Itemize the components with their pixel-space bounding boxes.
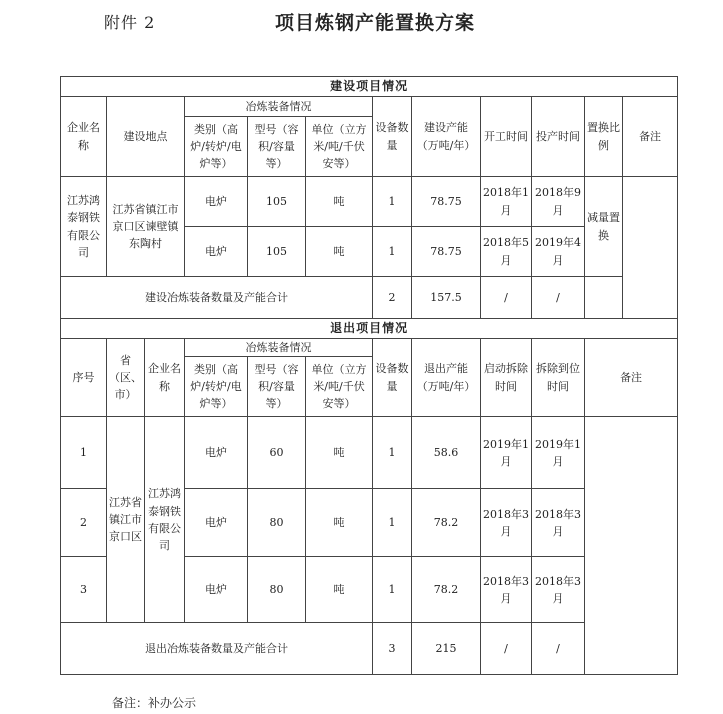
cell-operation: 2018年9月 (532, 177, 585, 227)
exit-total-end: / (532, 623, 585, 675)
attachment-label: 附件 2 (104, 13, 156, 32)
header-remark: 备注 (623, 97, 678, 177)
cell-unit: 吨 (306, 417, 373, 489)
construction-total-capacity: 157.5 (412, 277, 481, 319)
exit-total-start: / (481, 623, 532, 675)
cell-capacity: 78.2 (412, 557, 481, 623)
header-dismantle-end: 拆除到位时间 (532, 339, 585, 417)
exit-remark (585, 417, 678, 675)
exit-section-title: 退出项目情况 (61, 319, 678, 339)
construction-total-operation: / (532, 277, 585, 319)
cell-unit: 吨 (306, 489, 373, 557)
cell-count: 1 (373, 417, 412, 489)
construction-total-label: 建设冶炼装备数量及产能合计 (61, 277, 373, 319)
exit-total-label: 退出冶炼装备数量及产能合计 (61, 623, 373, 675)
cell-start: 2018年3月 (481, 557, 532, 623)
header-exit-company: 企业名称 (145, 339, 185, 417)
cell-end: 2018年3月 (532, 489, 585, 557)
exit-section-row (61, 319, 678, 339)
cell-category: 电炉 (185, 557, 248, 623)
header-ratio: 置换比例 (585, 97, 623, 177)
header-count: 设备数量 (373, 97, 412, 177)
cell-model: 60 (248, 417, 306, 489)
document-title: 项目炼钢产能置换方案 (275, 12, 476, 34)
footnote: 备注：补办公示 (112, 696, 197, 710)
cell-category: 电炉 (185, 417, 248, 489)
header-province: 省（区、市） (107, 339, 145, 417)
cell-count: 1 (373, 557, 412, 623)
header-dismantle-start: 启动拆除时间 (481, 339, 532, 417)
cell-end: 2019年1月 (532, 417, 585, 489)
header-exit-model: 型号（容积/容量等） (248, 357, 306, 417)
construction-company: 江苏鸿泰钢铁有限公司 (61, 177, 107, 277)
cell-model: 80 (248, 489, 306, 557)
cell-start: 2018年1月 (481, 177, 532, 227)
header-exit-category: 类别（高炉/转炉/电炉等） (185, 357, 248, 417)
cell-category: 电炉 (185, 227, 248, 277)
cell-end: 2018年3月 (532, 557, 585, 623)
cell-seq: 1 (61, 417, 107, 489)
header-model: 型号（容积/容量等） (248, 117, 306, 177)
construction-section-title: 建设项目情况 (61, 77, 678, 97)
cell-model: 80 (248, 557, 306, 623)
header-company: 企业名称 (61, 97, 107, 177)
construction-total-row (61, 277, 678, 319)
cell-capacity: 78.2 (412, 489, 481, 557)
header-category: 类别（高炉/转炉/电炉等） (185, 117, 248, 177)
construction-section-row (61, 77, 678, 97)
exit-company: 江苏鸿泰钢铁有限公司 (145, 417, 185, 623)
construction-remark (623, 177, 678, 319)
construction-total-start: / (481, 277, 532, 319)
header-start: 开工时间 (481, 97, 532, 177)
header-capacity: 建设产能（万吨/年） (412, 97, 481, 177)
header-operation: 投产时间 (532, 97, 585, 177)
header-exit-unit: 单位（立方米/吨/千伏安等） (306, 357, 373, 417)
construction-total-ratio (585, 277, 623, 319)
construction-location: 江苏省镇江市京口区谏壁镇东陶村 (107, 177, 185, 277)
exit-province: 江苏省镇江市京口区 (107, 417, 145, 623)
construction-ratio: 减量置换 (585, 177, 623, 277)
cell-unit: 吨 (306, 227, 373, 277)
cell-unit: 吨 (306, 177, 373, 227)
cell-count: 1 (373, 489, 412, 557)
construction-header-row (61, 97, 678, 117)
cell-category: 电炉 (185, 177, 248, 227)
header-seq: 序号 (61, 339, 107, 417)
header-exit-remark: 备注 (585, 339, 678, 417)
cell-seq: 3 (61, 557, 107, 623)
exit-total-capacity: 215 (412, 623, 481, 675)
cell-model: 105 (248, 227, 306, 277)
cell-operation: 2019年4月 (532, 227, 585, 277)
cell-model: 105 (248, 177, 306, 227)
cell-start: 2019年1月 (481, 417, 532, 489)
exit-total-count: 3 (373, 623, 412, 675)
cell-start: 2018年3月 (481, 489, 532, 557)
cell-category: 电炉 (185, 489, 248, 557)
cell-capacity: 78.75 (412, 227, 481, 277)
cell-seq: 2 (61, 489, 107, 557)
cell-capacity: 58.6 (412, 417, 481, 489)
cell-unit: 吨 (306, 557, 373, 623)
exit-header-row (61, 339, 678, 357)
capacity-replacement-table (60, 76, 678, 675)
header-location: 建设地点 (107, 97, 185, 177)
header-exit-capacity: 退出产能（万吨/年） (412, 339, 481, 417)
cell-count: 1 (373, 227, 412, 277)
cell-capacity: 78.75 (412, 177, 481, 227)
header-unit: 单位（立方米/吨/千伏安等） (306, 117, 373, 177)
header-exit-equipment-group: 冶炼装备情况 (185, 339, 373, 357)
cell-start: 2018年5月 (481, 227, 532, 277)
construction-total-count: 2 (373, 277, 412, 319)
cell-count: 1 (373, 177, 412, 227)
table-row (61, 417, 678, 489)
header-exit-count: 设备数量 (373, 339, 412, 417)
table-row (61, 177, 678, 227)
header-equipment-group: 冶炼装备情况 (185, 97, 373, 117)
